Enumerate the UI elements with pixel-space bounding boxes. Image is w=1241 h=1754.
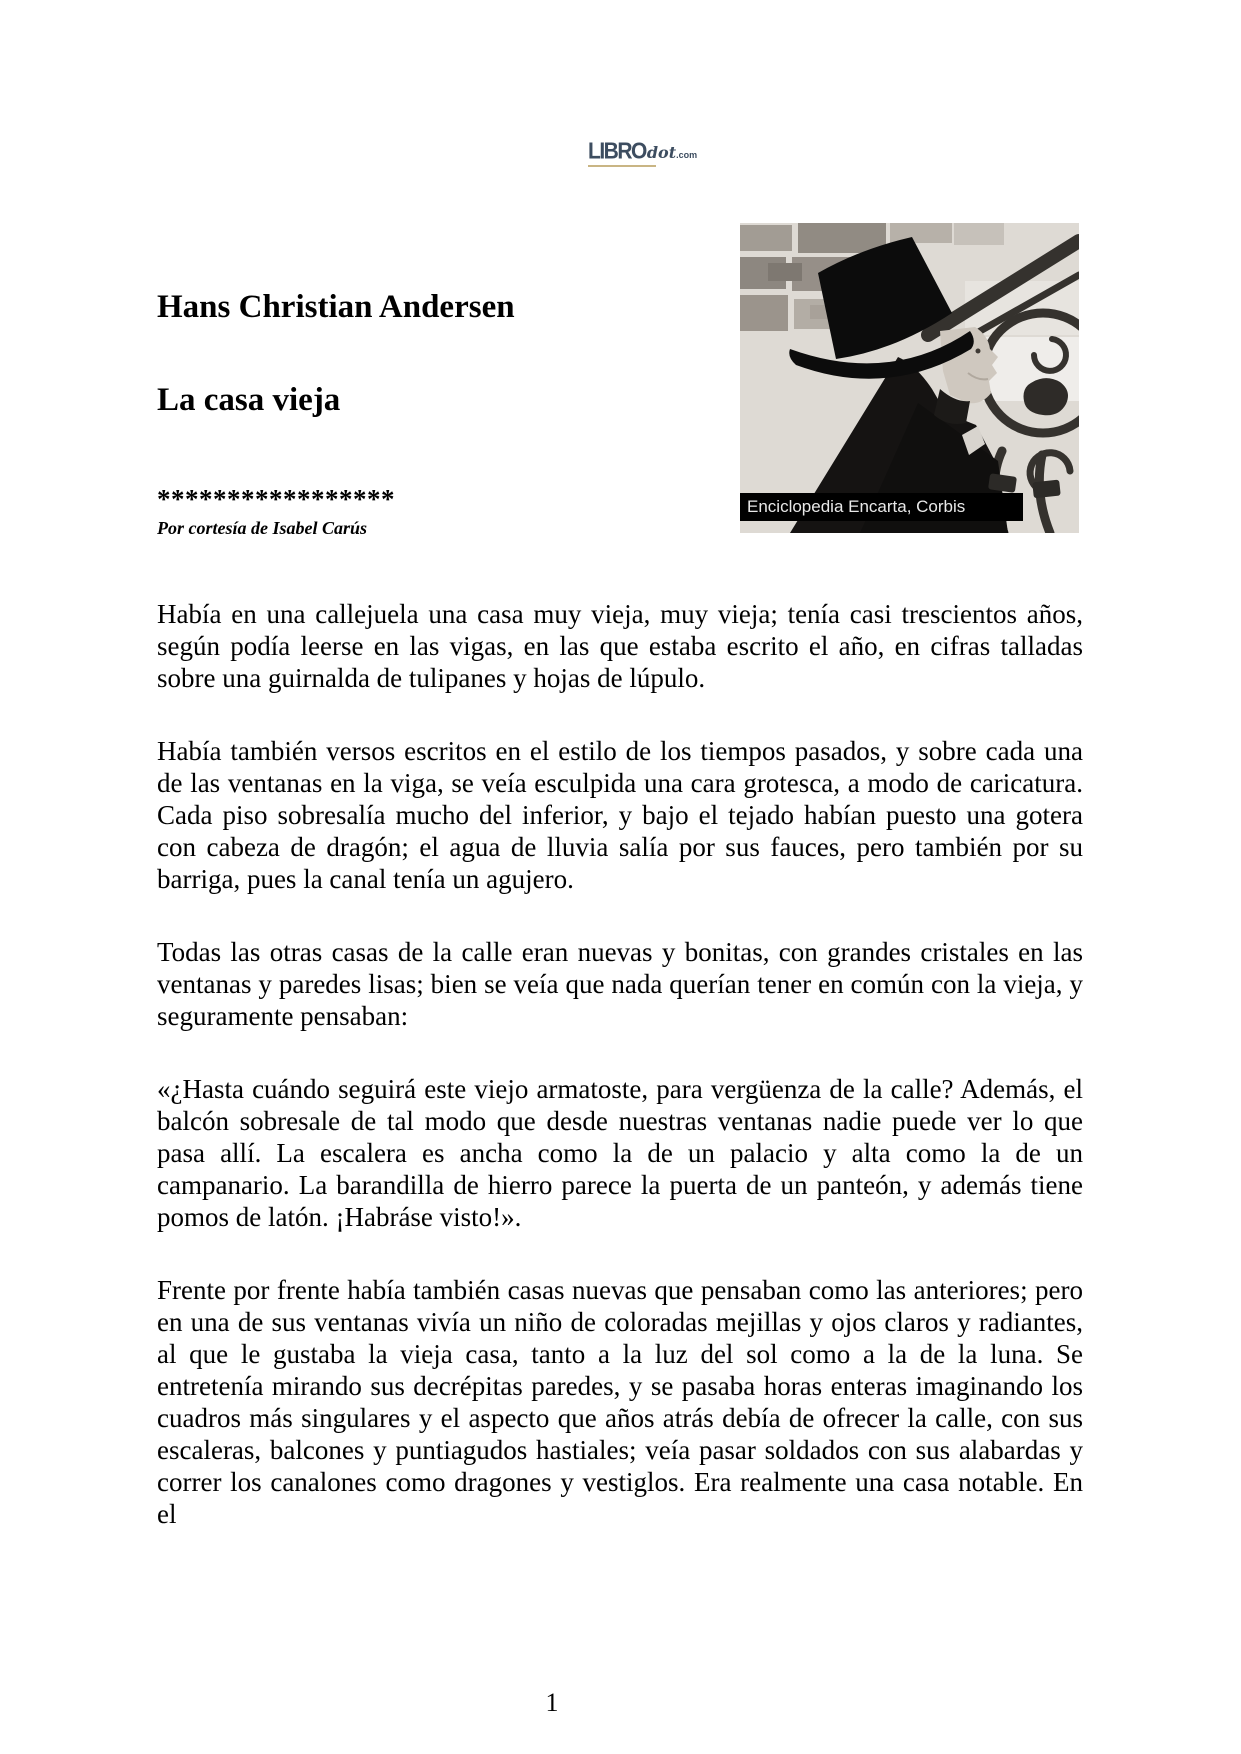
paragraph: Todas las otras casas de la calle eran nuevas y bonitas, con grandes cristales en las ventanas y paredes lisas; bien se veía que nada querían tener en común con la vieja, y seguramente pensaban: bbox=[157, 937, 1083, 1031]
paragraph: Frente por frente había también casas nuevas que pensaban como las anteriores; pero en una de sus ventanas vivía un niño de coloradas mejillas y ojos claros y radiantes, al que le gustaba la vieja casa, tanto a la luz del sol como a la de la luna. Se entretenía mirando sus decrépitas paredes, y se pasaba horas enteras imaginando los cuadros más singulares y el aspecto que años atrás debía de ofrecer la calle, con sus escaleras, balcones y puntiagudos hastiales; veía pasar soldados con sus alabardas y correr los canalones como dragones y vestiglos. Era realmente una casa notable. En el bbox=[157, 1275, 1083, 1529]
librodot-logo bbox=[588, 140, 697, 167]
logo-underline bbox=[588, 165, 656, 167]
andersen-photo-illustration bbox=[740, 223, 1079, 533]
paragraph: Había también versos escritos en el estilo de los tiempos pasados, y sobre cada una de las ventanas en la viga, se veía esculpida una cara grotesca, a modo de caricatura. Cada piso sobresalía mucho del inferior, y bajo el tejado habían puesto una gotera con cabeza de dragón; el agua de lluvia salía por sus fauces, pero también por su barriga, pues la canal tenía un agujero. bbox=[157, 736, 1083, 894]
author-heading: Hans Christian Andersen bbox=[157, 289, 515, 325]
paragraph: «¿Hasta cuándo seguirá este viejo armatoste, para vergüenza de la calle? Además, el balcón sobresale de tal modo que desde nuestras ventanas nadie puede ver lo que pasa allí. La escalera es ancha como la de un palacio y alta como la de un campanario. La barandilla de hierro parece la puerta de un panteón, y además tiene pomos de latón. ¡Habráse visto!». bbox=[157, 1074, 1083, 1232]
eye-shape bbox=[976, 349, 981, 354]
story-body-text bbox=[157, 598, 1083, 1571]
logo-libro-text: LIBRO bbox=[588, 139, 646, 164]
page-number: 1 bbox=[545, 1688, 559, 1717]
separator-asterisks: ***************** bbox=[157, 484, 395, 514]
courtesy-line: Por cortesía de Isabel Carús bbox=[157, 518, 368, 538]
iron-rosette-shape bbox=[1024, 378, 1069, 415]
andersen-photo bbox=[740, 223, 1079, 533]
logo-dot-text: dot bbox=[646, 143, 677, 162]
story-title-heading: La casa vieja bbox=[157, 382, 341, 418]
photo-caption: Enciclopedia Encarta, Corbis bbox=[740, 493, 1023, 521]
logo-com-text: .com bbox=[676, 150, 698, 160]
paragraph: Había en una callejuela una casa muy vieja, muy vieja; tenía casi trescientos años, según podía leerse en las vigas, en las que estaba escrito el año, en cifras talladas sobre una guirnalda de tulipanes y hojas de lúpulo. bbox=[157, 599, 1083, 693]
